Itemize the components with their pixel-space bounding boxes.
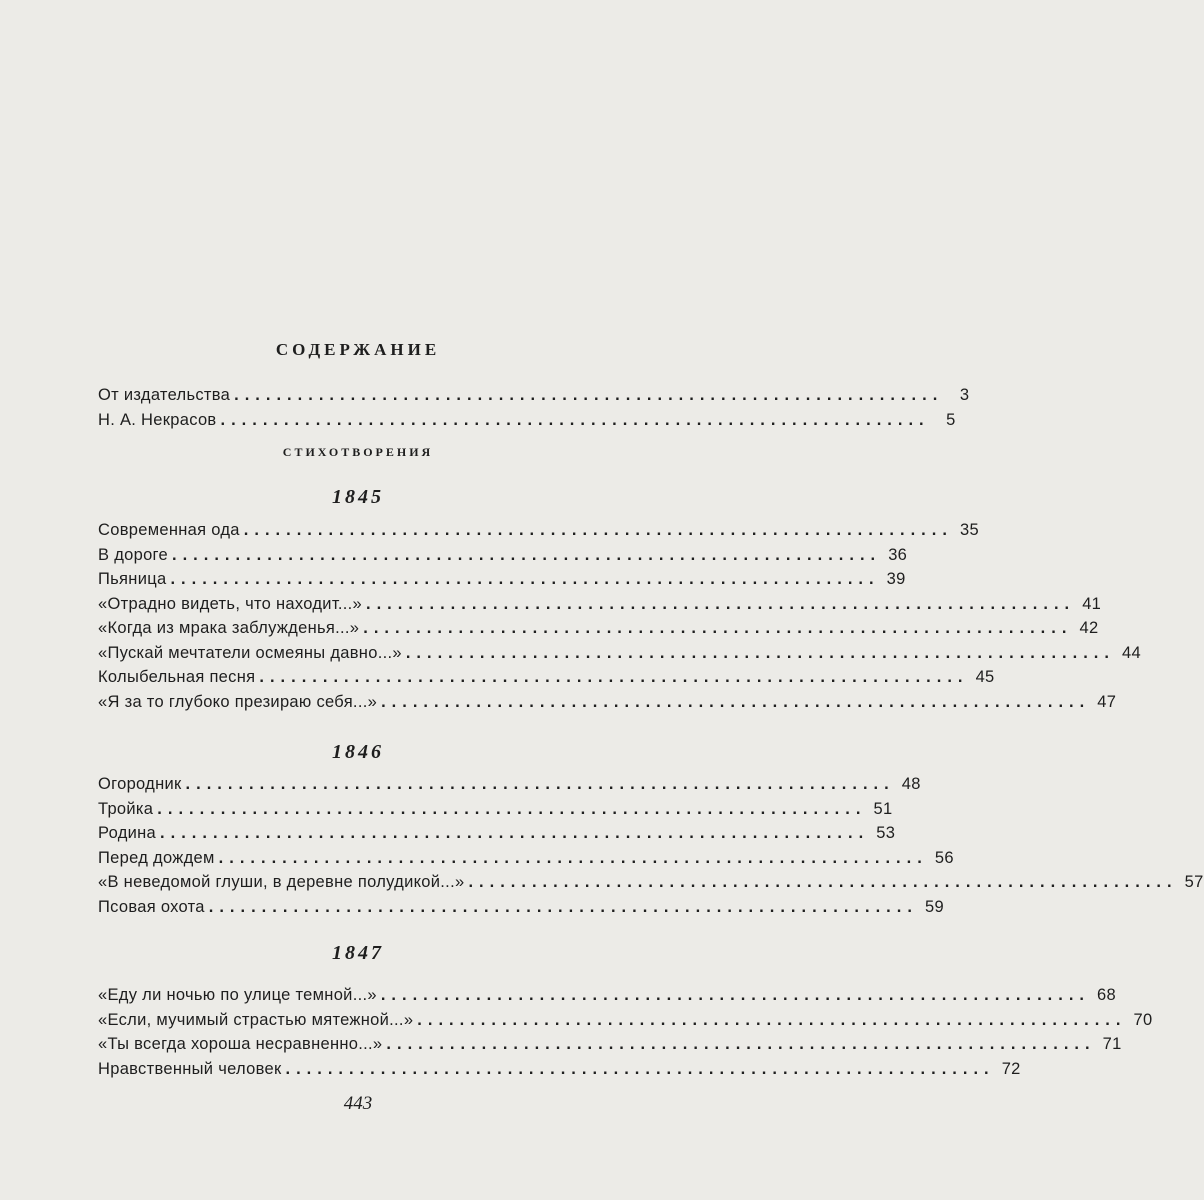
page-number: 443 [343, 1093, 373, 1114]
toc-entry [98, 846, 954, 871]
leader-dots: ................................................................... [386, 1035, 1096, 1053]
toc-entry [98, 797, 893, 822]
toc-entry-title: Псовая охота [98, 897, 205, 916]
leader-dots: ................................................................... [234, 386, 944, 404]
toc-entry [98, 592, 1102, 617]
toc-entry-title: «Еду ли ночью по улице темной...» [98, 986, 377, 1004]
toc-entry-title: «Я за то глубоко презираю себя...» [98, 692, 378, 711]
toc-entry-title: Тройка [98, 799, 154, 818]
toc-entry [98, 383, 970, 408]
leader-dots: ................................................................... [365, 594, 1076, 613]
leader-dots: ................................................................... [171, 545, 882, 564]
toc-entry [98, 1032, 1122, 1057]
toc-entry-page: 44 [1122, 643, 1141, 662]
toc-entry-title: «В неведомой глуши, в деревне полудикой...» [98, 873, 465, 891]
leader-dots: ................................................................... [468, 873, 1178, 891]
toc-entry [98, 543, 908, 568]
front-matter-list [98, 383, 970, 432]
toc-entry [98, 408, 956, 433]
toc-entry-page: 5 [946, 410, 956, 429]
leader-dots: ................................................................... [185, 775, 895, 793]
toc-entry-page: 3 [959, 386, 970, 404]
toc-entry-page: 36 [888, 545, 908, 564]
toc-entry-title: Перед дождем [98, 848, 215, 867]
toc-entry [98, 518, 979, 543]
leader-dots: ................................................................... [208, 897, 918, 916]
toc-entry-page: 39 [886, 570, 906, 588]
year-entries-list [98, 772, 1204, 919]
toc-entry-page: 53 [876, 824, 896, 842]
leader-dots: ................................................................... [157, 799, 867, 818]
leader-dots: ................................................................... [243, 521, 953, 539]
leader-dots: ................................................................... [363, 619, 1073, 637]
contents-heading: СОДЕРЖАНИЕ [275, 340, 441, 359]
year-entries-list [98, 518, 1141, 714]
toc-entry-title: От издательства [98, 386, 231, 404]
year-heading: 1847 [332, 942, 384, 964]
toc-entry [98, 1008, 1153, 1033]
toc-entry [98, 772, 921, 797]
toc-entry-page: 57 [1184, 873, 1204, 891]
toc-entry-page: 47 [1097, 692, 1117, 711]
toc-entry-title: Нравственный человек [98, 1059, 282, 1078]
toc-entry-page: 71 [1102, 1035, 1122, 1053]
toc-entry-title: «Если, мучимый страстью мятежной...» [98, 1010, 414, 1029]
toc-entry-page: 35 [959, 521, 979, 539]
leader-dots: ................................................................... [259, 668, 969, 686]
toc-entry-page: 42 [1079, 619, 1099, 637]
toc-entry-page: 68 [1097, 986, 1116, 1004]
toc-entry [98, 641, 1141, 666]
toc-entry [98, 1057, 1021, 1082]
toc-entry-title: «Пускай мечтатели осмеяны давно...» [98, 643, 402, 662]
leader-dots: ................................................................... [285, 1059, 995, 1078]
toc-entry-page: 51 [873, 799, 893, 818]
toc-entry [98, 665, 995, 690]
section-heading: СТИХОТВОРЕНИЯ [282, 445, 434, 459]
toc-entry-title: В дороге [98, 545, 168, 564]
toc-entry-title: Огородник [98, 775, 182, 793]
toc-entry-page: 56 [934, 848, 954, 867]
toc-entry-page: 45 [975, 668, 995, 686]
year-heading: 1845 [332, 486, 384, 508]
toc-entry-page: 72 [1001, 1059, 1021, 1078]
leader-dots: ................................................................... [405, 643, 1115, 662]
leader-dots: ................................................................... [160, 824, 870, 842]
toc-entry-title: Н. А. Некрасов [98, 410, 217, 429]
toc-entry-title: «Когда из мрака заблужденья...» [98, 619, 360, 637]
year-heading: 1846 [332, 741, 384, 763]
toc-entry [98, 895, 944, 920]
leader-dots: ................................................................... [417, 1010, 1127, 1029]
leader-dots: ................................................................... [381, 692, 1091, 711]
toc-entry-title: Колыбельная песня [98, 668, 256, 686]
toc-entry-page: 70 [1133, 1010, 1153, 1029]
toc-entry [98, 821, 896, 846]
toc-entry-title: «Ты всегда хороша несравненно...» [98, 1035, 383, 1053]
toc-entry [98, 690, 1117, 715]
leader-dots: ................................................................... [380, 986, 1090, 1004]
toc-entry-title: Родина [98, 824, 157, 842]
year-entries-list [98, 983, 1153, 1081]
leader-dots: ................................................................... [170, 570, 880, 588]
toc-entry-title: «Отрадно видеть, что находит...» [98, 594, 362, 613]
toc-entry-page: 59 [924, 897, 944, 916]
leader-dots: ................................................................... [218, 848, 928, 867]
toc-entry [98, 870, 1204, 895]
toc-entry [98, 983, 1116, 1008]
toc-entry-page: 48 [901, 775, 921, 793]
toc-entry [98, 567, 906, 592]
toc-entry-title: Современная ода [98, 521, 240, 539]
toc-entry-page: 41 [1082, 594, 1102, 613]
toc-entry-title: Пьяница [98, 570, 167, 588]
leader-dots: ................................................................... [220, 410, 930, 429]
toc-entry [98, 616, 1099, 641]
